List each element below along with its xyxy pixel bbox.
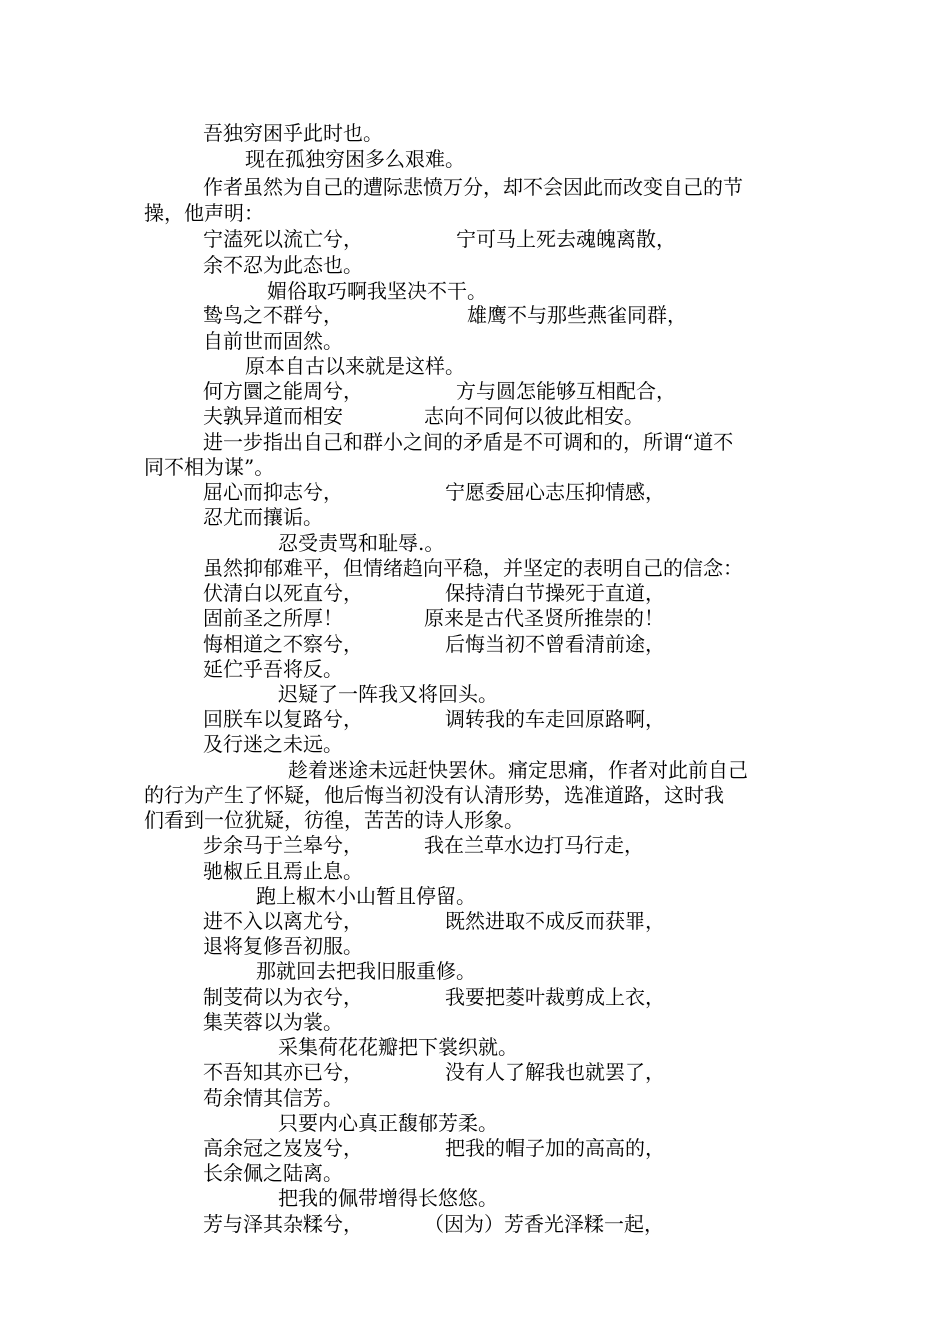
text-line: 宁可马上死去魂魄离散，	[456, 227, 676, 251]
text-line: 媚俗取巧啊我坚决不干。	[267, 279, 487, 303]
text-line: 余不忍为此态也。	[203, 253, 363, 277]
text-line: 鸷鸟之不群兮，	[203, 303, 343, 327]
text-line: 虽然抑郁难平，但情绪趋向平稳，并坚定的表明自己的信念：	[203, 556, 743, 580]
text-line: 原本自古以来就是这样。	[245, 354, 465, 378]
text-line: 的行为产生了怀疑，他后悔当初没有认清形势，选准道路，这时我	[144, 783, 724, 807]
text-line: 高余冠之岌岌兮，	[203, 1136, 363, 1160]
text-line: 制芰荷以为衣兮，	[203, 985, 363, 1009]
text-line: 进一步指出自己和群小之间的矛盾是不可调和的，所谓“道不	[203, 430, 734, 454]
text-line: 进不入以离尤兮，	[203, 909, 363, 933]
text-line: 吾独穷困乎此时也。	[203, 121, 383, 145]
text-line: 迟疑了一阵我又将回头。	[278, 682, 498, 706]
text-line: 作者虽然为自己的遭际悲愤万分，却不会因此而改变自己的节	[203, 175, 743, 199]
text-line: 宁愿委屈心志压抑情感，	[445, 480, 665, 504]
text-line: 采集荷花花瓣把下裳织就。	[278, 1035, 518, 1059]
text-line: 伏清白以死直兮，	[203, 581, 363, 605]
text-line: 固前圣之所厚！	[203, 606, 343, 630]
text-line: 回朕车以复路兮，	[203, 707, 363, 731]
text-line: 们看到一位犹疑，彷徨，苦苦的诗人形象。	[144, 808, 524, 832]
text-line: 长余佩之陆离。	[203, 1161, 343, 1185]
text-line: 苟余情其信芳。	[203, 1086, 343, 1110]
text-line: 夫孰异道而相安	[203, 404, 343, 428]
text-line: 忍受责骂和耻辱.。	[278, 531, 445, 555]
text-line: 同不相为谋”。	[144, 455, 275, 479]
text-line: 没有人了解我也就罢了，	[445, 1060, 665, 1084]
text-line: 步余马于兰皋兮，	[203, 833, 363, 857]
text-line: 保持清白节操死于直道，	[445, 581, 665, 605]
text-line: 把我的帽子加的高高的，	[445, 1136, 665, 1160]
text-line: 那就回去把我旧服重修。	[256, 959, 476, 983]
text-line: 现在孤独穷困多么艰难。	[245, 147, 465, 171]
text-line: 操，他声明：	[144, 201, 264, 225]
text-line: （因为）芳香光泽糅一起，	[424, 1212, 664, 1236]
text-line: 宁溘死以流亡兮，	[203, 227, 363, 251]
text-line: 只要内心真正馥郁芳柔。	[278, 1111, 498, 1135]
text-line: 自前世而固然。	[203, 329, 343, 353]
text-line: 何方圜之能周兮，	[203, 379, 363, 403]
text-line: 忍尤而攘诟。	[203, 505, 323, 529]
text-line: 志向不同何以彼此相安。	[424, 404, 644, 428]
text-line: 悔相道之不察兮，	[203, 632, 363, 656]
text-line: 我要把菱叶裁剪成上衣，	[445, 985, 665, 1009]
text-line: 调转我的车走回原路啊，	[445, 707, 665, 731]
text-line: 驰椒丘且焉止息。	[203, 859, 363, 883]
text-line: 延伫乎吾将反。	[203, 657, 343, 681]
text-line: 我在兰草水边打马行走，	[424, 833, 644, 857]
text-line: 不吾知其亦已兮，	[203, 1060, 363, 1084]
text-line: 后悔当初不曾看清前途，	[445, 632, 665, 656]
text-line: 原来是古代圣贤所推崇的！	[424, 606, 664, 630]
text-line: 屈心而抑志兮，	[203, 480, 343, 504]
text-line: 集芙蓉以为裳。	[203, 1010, 343, 1034]
text-line: 把我的佩带增得长悠悠。	[278, 1186, 498, 1210]
text-line: 芳与泽其杂糅兮，	[203, 1212, 363, 1236]
text-line: 方与圆怎能够互相配合，	[456, 379, 676, 403]
text-line: 跑上椒木小山暂且停留。	[256, 884, 476, 908]
text-line: 趁着迷途未远赶快罢休。痛定思痛，作者对此前自己	[288, 758, 748, 782]
text-line: 雄鹰不与那些燕雀同群，	[467, 303, 687, 327]
text-line: 既然进取不成反而获罪，	[445, 909, 665, 933]
text-line: 及行迷之未远。	[203, 732, 343, 756]
text-line: 退将复修吾初服。	[203, 934, 363, 958]
